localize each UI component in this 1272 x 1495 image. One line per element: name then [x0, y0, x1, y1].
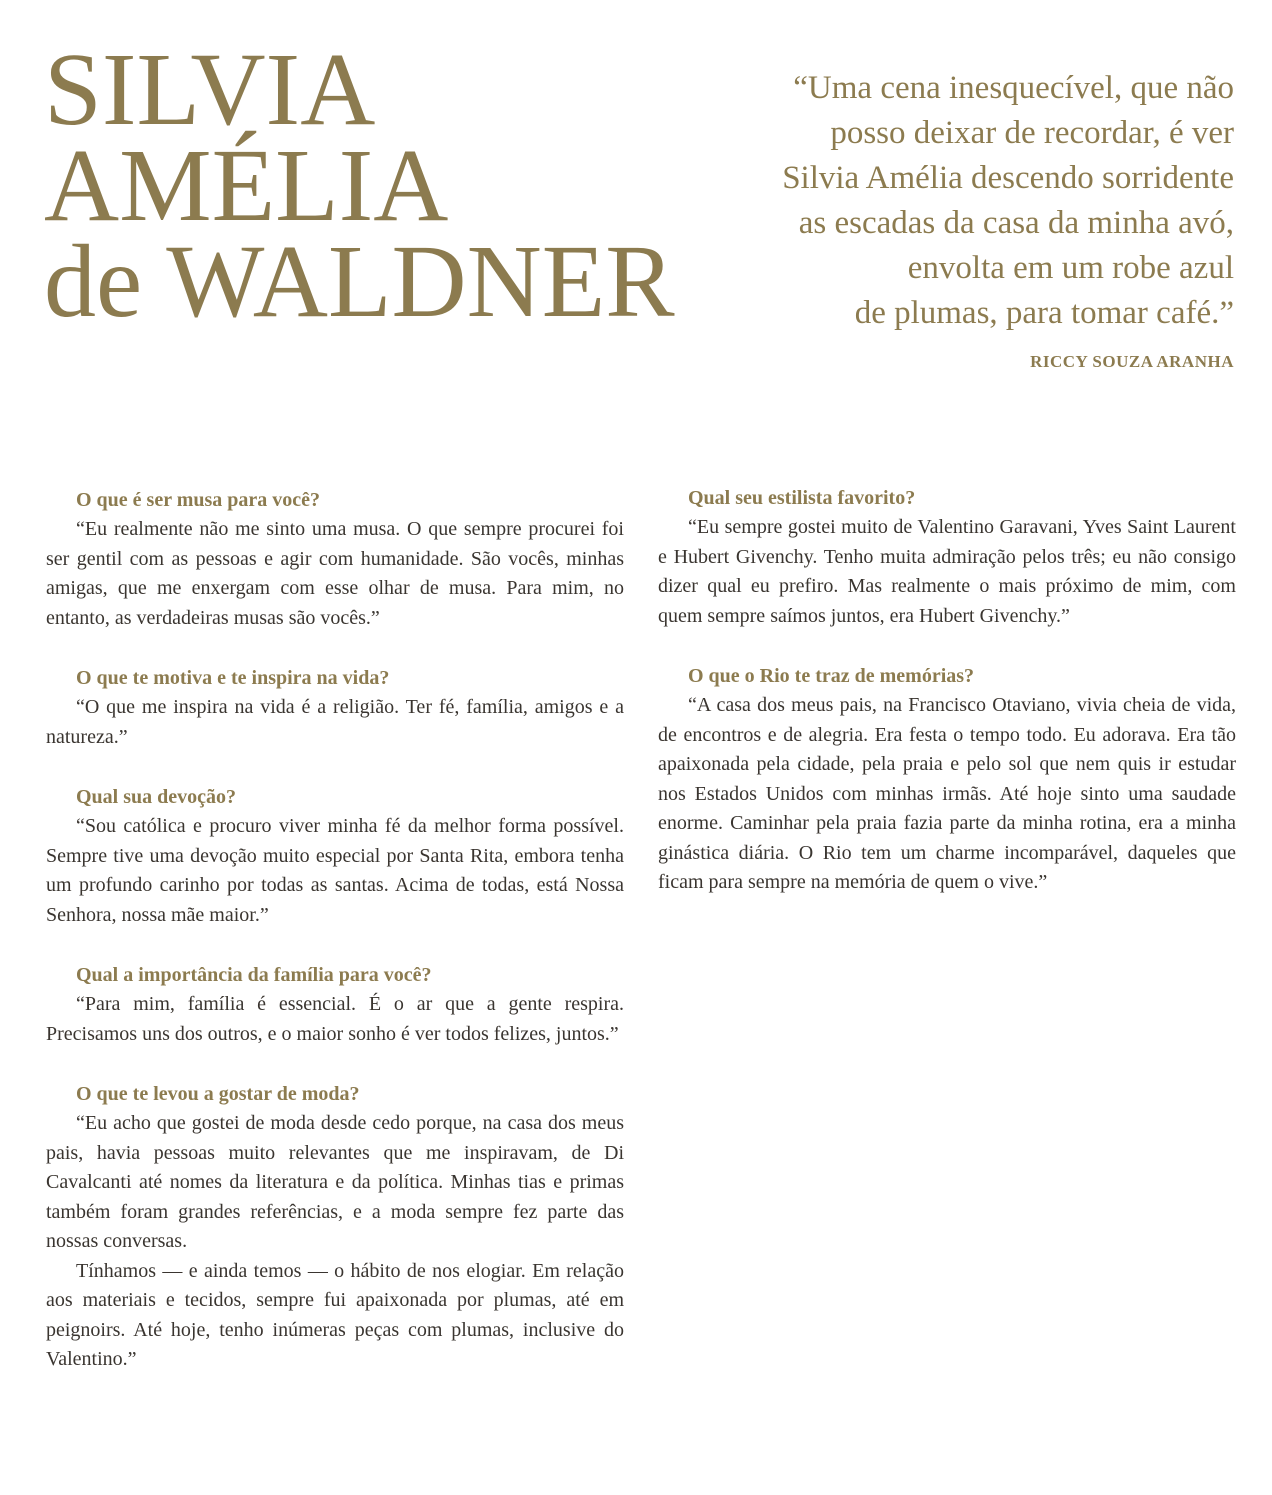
interview-question: Qual sua devoção?	[76, 786, 237, 808]
pull-quote-attribution: RICCY SOUZA ARANHA	[1030, 352, 1234, 371]
pull-quote-line: Silvia Amélia descendo sorridente	[782, 160, 1234, 196]
pull-quote-line: de plumas, para tomar café.”	[854, 295, 1234, 331]
qa-block	[658, 483, 1236, 631]
interview-question: O que o Rio te traz de memórias?	[688, 665, 975, 687]
interview-answer: “Sou católica e procuro viver minha fé da melhor forma possível. Sempre tive uma devoção muito especial por Santa Rita, embora tenha um profundo carinho por todas as santas. Acima de todas, está Nossa Senhora, nossa mãe maior.”	[46, 815, 624, 926]
page-title	[44, 32, 675, 339]
interview-question: Qual a importância da família para você?	[76, 964, 432, 986]
qa-block	[658, 661, 1236, 898]
qa-block	[46, 663, 624, 752]
pull-quote-line: as escadas da casa da minha avó,	[798, 205, 1234, 241]
interview-question: O que é ser musa para você?	[76, 489, 321, 511]
interview-answer: “Eu acho que gostei de moda desde cedo porque, na casa dos meus pais, havia pessoas muito relevantes que me inspiravam, de Di Cavalcanti até nomes da literatura e da política. Minhas tias e primas também foram grandes referências, e a moda sempre fez parte das nossas conversas.	[46, 1112, 624, 1252]
title-line-3: de WALDNER	[44, 224, 675, 339]
interview-answer: “Eu realmente não me sinto uma musa. O que sempre procurei foi ser gentil com as pessoas e agir com humanidade. São vocês, minhas amigas, que me enxergam com esse olhar de musa. Para mim, no entanto, as verdadeiras musas são vocês.”	[46, 518, 624, 629]
interview-question: O que te motiva e te inspira na vida?	[76, 667, 390, 689]
pull-quote-line: envolta em um robe azul	[907, 250, 1234, 286]
title-line-1: SILVIA	[44, 32, 376, 147]
interview-answer: “Eu sempre gostei muito de Valentino Garavani, Yves Saint Laurent e Hubert Givenchy. Tenho muita admiração pelos três; eu não consigo dizer qual eu prefiro. Mas realmente o mais próximo de mim, com quem sempre saímos juntos, era Hubert Givenchy.”	[658, 516, 1236, 627]
qa-block	[46, 782, 624, 930]
interview-answer: Tínhamos — e ainda temos — o hábito de nos elogiar. Em relação aos materiais e tecidos, sempre fui apaixonada por plumas, até em peignoirs. Até hoje, tenho inúmeras peças com plumas, inclusive do Valentino.”	[46, 1259, 624, 1370]
interview-question: O que te levou a gostar de moda?	[76, 1083, 360, 1105]
pull-quote-line: posso deixar de recordar, é ver	[830, 115, 1234, 151]
qa-block	[46, 960, 624, 1049]
pull-quote	[614, 66, 1234, 336]
pull-quote-line: “Uma cena inesquecível, que não	[793, 70, 1234, 106]
interview-answer: “A casa dos meus pais, na Francisco Otaviano, vivia cheia de vida, de encontros e de alegria. Era festa o tempo todo. Eu adorava. Era tão apaixonada pela cidade, pela praia e pelo sol que nem quis ir estudar nos Estados Unidos com minhas irmãs. Até hoje sinto uma saudade enorme. Caminhar pela praia fazia parte da minha rotina, era a minha ginástica diária. O Rio tem um charme incomparável, daqueles que ficam para sempre na memória de quem o vive.”	[658, 694, 1236, 893]
interview-answer: “Para mim, família é essencial. É o ar que a gente respira. Precisamos uns dos outros, e o maior sonho é ver todos felizes, juntos.”	[46, 993, 624, 1045]
title-line-2: AMÉLIA	[44, 128, 449, 243]
interview-answer: “O que me inspira na vida é a religião. Ter fé, família, amigos e a natureza.”	[46, 696, 624, 748]
interview-right-column	[658, 483, 1236, 928]
qa-block	[46, 1079, 624, 1375]
interview-question: Qual seu estilista favorito?	[688, 487, 916, 509]
qa-block	[46, 485, 624, 633]
interview-left-column	[46, 485, 624, 1405]
